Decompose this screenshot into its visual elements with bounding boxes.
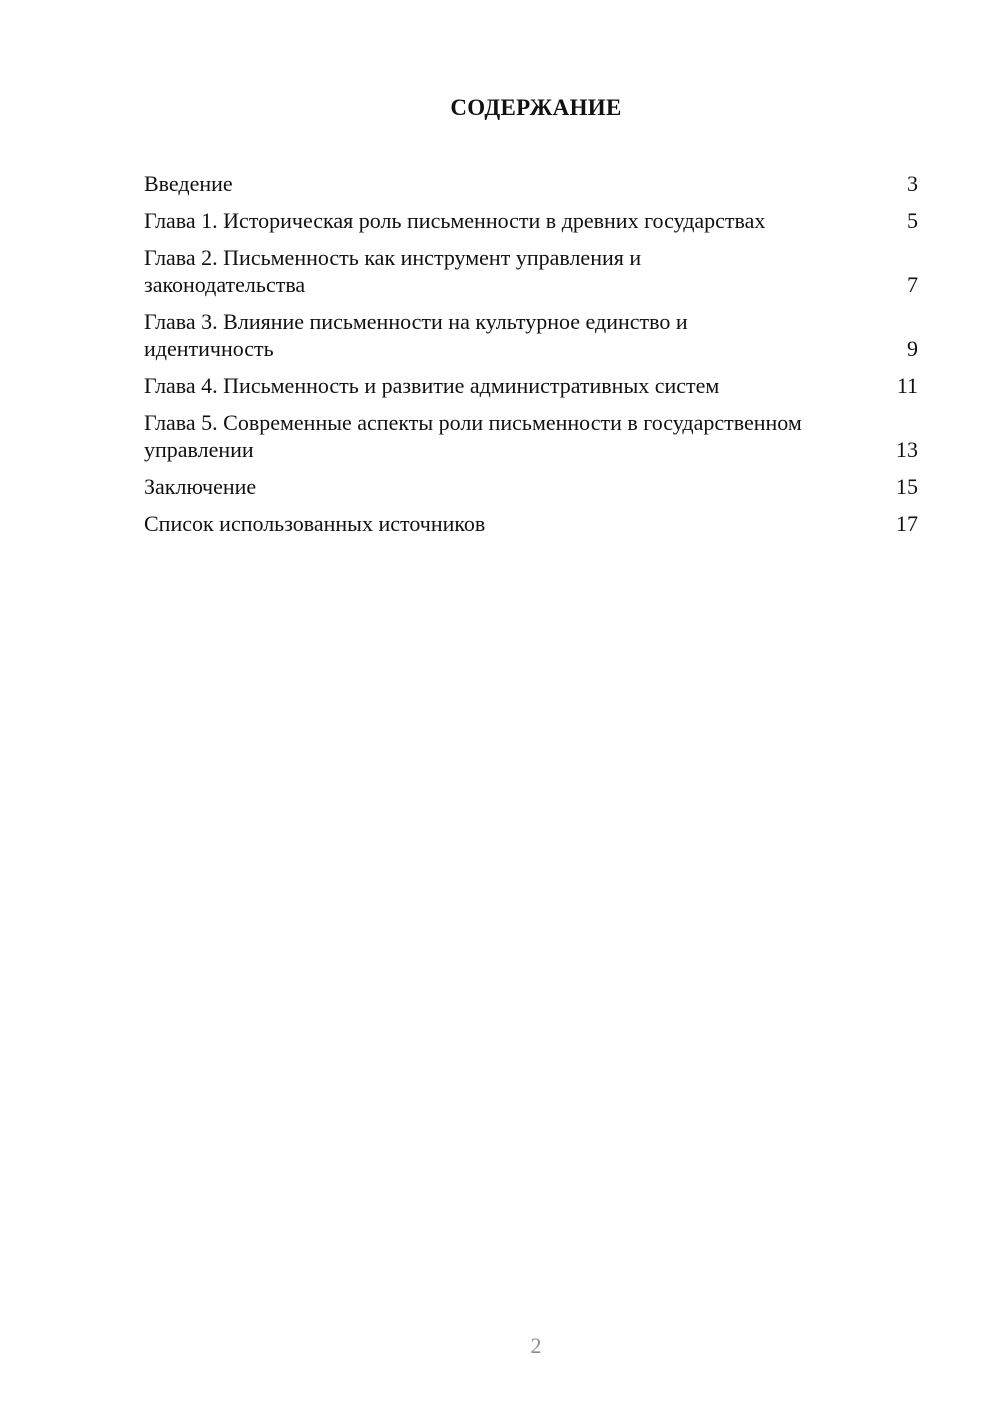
table-of-contents: [144, 170, 918, 547]
toc-entry-chapter-4: [144, 372, 918, 399]
toc-entry-page: 15: [896, 474, 918, 499]
toc-entry-chapter-1: [144, 207, 918, 234]
toc-entry-page: 3: [907, 171, 918, 196]
page-number: 2: [530, 1333, 542, 1358]
toc-entry-page: 17: [896, 511, 918, 536]
toc-entry-text: Заключение: [144, 474, 257, 499]
toc-entry-page: 11: [896, 373, 918, 398]
toc-entry-page: 9: [907, 336, 918, 361]
toc-entry-chapter-3: [144, 308, 918, 362]
toc-entry-text: Глава 5. Современные аспекты роли письменности в государственном управлении: [144, 410, 802, 462]
toc-entry-page: 13: [896, 437, 918, 462]
toc-entry-page: 5: [907, 208, 918, 233]
toc-entry-text: Список использованных источников: [144, 511, 486, 536]
toc-entry-references: [144, 510, 918, 537]
toc-entry-conclusion: [144, 473, 918, 500]
toc-entry-text: Глава 1. Историческая роль письменности в древних государствах: [144, 208, 766, 233]
toc-entry-introduction: [144, 170, 918, 197]
toc-entry-text: Введение: [144, 171, 233, 196]
toc-entry-text: Глава 4. Письменность и развитие административных систем: [144, 373, 720, 398]
toc-entry-page: 7: [907, 272, 918, 297]
page-title: СОДЕРЖАНИЕ: [450, 95, 622, 120]
toc-entry-text: Глава 3. Влияние письменности на культурное единство и идентичность: [144, 309, 688, 361]
toc-entry-text: Глава 2. Письменность как инструмент управления и законодательства: [144, 245, 642, 297]
toc-entry-chapter-5: [144, 409, 918, 463]
toc-entry-chapter-2: [144, 244, 918, 298]
